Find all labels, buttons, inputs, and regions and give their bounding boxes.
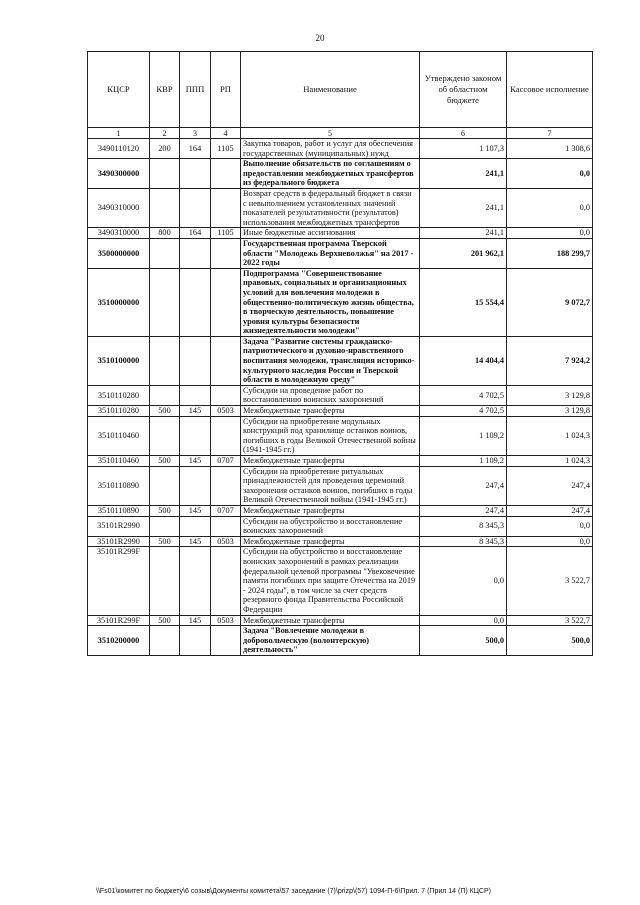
cell-rp: 1105: [211, 228, 241, 239]
table-row: [88, 139, 593, 159]
cell-kcsr: 3510100000: [88, 336, 150, 385]
cell-kcsr: 3510110280: [88, 385, 150, 405]
cell-rp: [211, 547, 241, 615]
cell-ppp: 145: [180, 406, 211, 417]
cell-ppp: [180, 626, 211, 656]
cell-kvr: [150, 416, 180, 455]
cell-kcsr: 3500000000: [88, 238, 150, 268]
cell-executed: 1 308,6: [507, 139, 593, 159]
table-row: [88, 536, 593, 547]
header-kcsr: КЦСР: [88, 52, 150, 128]
cell-approved: 1 107,3: [420, 139, 507, 159]
page-number: 20: [315, 33, 325, 43]
cell-kcsr: 3510200000: [88, 626, 150, 656]
cell-name: Иные бюджетные ассигнования: [241, 228, 420, 239]
table-row: [88, 228, 593, 239]
cell-name: Субсидии на обустройство и восстановление воинских захоронений: [241, 516, 420, 536]
cell-executed: 3 129,8: [507, 406, 593, 417]
cell-approved: 201 962,1: [420, 238, 507, 268]
cell-kvr: 500: [150, 456, 180, 467]
cell-executed: 3 522,7: [507, 547, 593, 615]
cell-name: Межбюджетные трансферты: [241, 505, 420, 516]
cell-name: Выполнение обязательств по соглашениям о предоставлении межбюджетных трансфертов из федерального бюджета: [241, 159, 420, 189]
cell-name: Межбюджетные трансферты: [241, 615, 420, 626]
cell-rp: 0707: [211, 505, 241, 516]
cell-executed: 9 072,7: [507, 268, 593, 336]
cell-rp: [211, 238, 241, 268]
cell-ppp: [180, 466, 211, 505]
cell-approved: 0,0: [420, 615, 507, 626]
cell-name: Задача "Вовлечение молодежи в добровольческую (волонтерскую) деятельность": [241, 626, 420, 656]
cell-ppp: [180, 188, 211, 227]
column-number: 6: [420, 128, 507, 139]
table-row: [88, 615, 593, 626]
cell-ppp: [180, 238, 211, 268]
cell-kcsr: 3490300000: [88, 159, 150, 189]
cell-kcsr: 35101R299F: [88, 547, 150, 615]
cell-executed: 7 924,2: [507, 336, 593, 385]
cell-rp: [211, 159, 241, 189]
table-row: [88, 336, 593, 385]
cell-name: Субсидии на проведение работ по восстановлению воинских захоронений: [241, 385, 420, 405]
cell-ppp: 145: [180, 615, 211, 626]
table-row: [88, 188, 593, 227]
cell-rp: [211, 626, 241, 656]
cell-approved: 4 702,5: [420, 385, 507, 405]
cell-executed: 0,0: [507, 228, 593, 239]
cell-rp: 1105: [211, 139, 241, 159]
cell-kvr: 800: [150, 228, 180, 239]
cell-kcsr: 3510110460: [88, 416, 150, 455]
cell-name: Задача "Развитие системы гражданско-патриотического и духовно-нравственного воспитания молодежи, трансляция историко-культурного наследия России и Тверской области в молодежную среду": [241, 336, 420, 385]
cell-ppp: [180, 385, 211, 405]
cell-name: Подпрограмма "Совершенствование правовых, социальных и организационных условий для вовлечения молодежи в общественно-политическую жизнь общества, в творческую деятельность, повышение уровня культуры безопасности жизнедеятельности молодежи": [241, 268, 420, 336]
cell-name: Государственная программа Тверской области "Молодежь Верхневолжья" на 2017 - 2022 годы: [241, 238, 420, 268]
cell-ppp: [180, 268, 211, 336]
cell-executed: 3 522,7: [507, 615, 593, 626]
cell-rp: 0707: [211, 456, 241, 467]
cell-rp: 0503: [211, 406, 241, 417]
cell-kvr: [150, 336, 180, 385]
cell-approved: 247,4: [420, 466, 507, 505]
column-number: 4: [211, 128, 241, 139]
table-row: [88, 505, 593, 516]
cell-rp: [211, 336, 241, 385]
cell-name: Межбюджетные трансферты: [241, 406, 420, 417]
cell-kvr: [150, 626, 180, 656]
cell-executed: 3 129,8: [507, 385, 593, 405]
column-number: 5: [241, 128, 420, 139]
cell-kvr: 500: [150, 615, 180, 626]
table-row: [88, 416, 593, 455]
cell-rp: 0503: [211, 536, 241, 547]
cell-kvr: [150, 159, 180, 189]
cell-kcsr: 3510110890: [88, 505, 150, 516]
cell-executed: 247,4: [507, 466, 593, 505]
cell-executed: 1 024,3: [507, 456, 593, 467]
table-row: [88, 516, 593, 536]
cell-executed: 247,4: [507, 505, 593, 516]
cell-approved: 8 345,3: [420, 536, 507, 547]
cell-kvr: [150, 385, 180, 405]
cell-ppp: 145: [180, 536, 211, 547]
cell-approved: 247,4: [420, 505, 507, 516]
header-executed: Кассовое исполнение: [507, 52, 593, 128]
cell-ppp: [180, 416, 211, 455]
cell-name: Субсидии на приобретение модульных конструкций под хранилище останков воинов, погибших в годы Великой Отечественной войны (1941-1945 гг.): [241, 416, 420, 455]
cell-executed: 0,0: [507, 188, 593, 227]
table-body: [88, 139, 593, 656]
cell-name: Субсидии на приобретение ритуальных принадлежностей для проведения церемоний захоронения останков воинов, погибших в годы Великой Отечественной войны (1941-1945 гг.): [241, 466, 420, 505]
cell-kvr: [150, 547, 180, 615]
cell-kcsr: 35101R2990: [88, 536, 150, 547]
table-row: [88, 268, 593, 336]
cell-rp: 0503: [211, 615, 241, 626]
cell-executed: 0,0: [507, 536, 593, 547]
cell-kvr: 500: [150, 505, 180, 516]
cell-rp: [211, 268, 241, 336]
cell-ppp: [180, 336, 211, 385]
cell-approved: 500,0: [420, 626, 507, 656]
cell-executed: 500,0: [507, 626, 593, 656]
cell-rp: [211, 416, 241, 455]
column-number: 1: [88, 128, 150, 139]
cell-kcsr: 3510110890: [88, 466, 150, 505]
cell-executed: 0,0: [507, 159, 593, 189]
cell-kvr: [150, 466, 180, 505]
cell-kcsr: 35101R299F: [88, 615, 150, 626]
cell-kcsr: 3490310000: [88, 228, 150, 239]
cell-kcsr: 3510000000: [88, 268, 150, 336]
cell-approved: 241,1: [420, 188, 507, 227]
cell-executed: 0,0: [507, 516, 593, 536]
cell-kvr: [150, 188, 180, 227]
cell-approved: 15 554,4: [420, 268, 507, 336]
cell-ppp: [180, 159, 211, 189]
cell-kvr: 500: [150, 406, 180, 417]
table-row: [88, 406, 593, 417]
cell-approved: 4 702,5: [420, 406, 507, 417]
cell-kcsr: 3490310000: [88, 188, 150, 227]
cell-approved: 0,0: [420, 547, 507, 615]
cell-rp: [211, 516, 241, 536]
cell-ppp: [180, 516, 211, 536]
column-number: 7: [507, 128, 593, 139]
cell-kvr: 200: [150, 139, 180, 159]
header-kvr: КВР: [150, 52, 180, 128]
header-rp: РП: [211, 52, 241, 128]
cell-name: Закупка товаров, работ и услуг для обеспечения государственных (муниципальных) нужд: [241, 139, 420, 159]
cell-kvr: [150, 268, 180, 336]
cell-rp: [211, 466, 241, 505]
table-row: [88, 626, 593, 656]
column-number: 2: [150, 128, 180, 139]
cell-approved: 1 109,2: [420, 416, 507, 455]
cell-approved: 14 404,4: [420, 336, 507, 385]
cell-approved: 8 345,3: [420, 516, 507, 536]
cell-ppp: 164: [180, 139, 211, 159]
header-name: Наименование: [241, 52, 420, 128]
cell-kcsr: 3510110280: [88, 406, 150, 417]
cell-rp: [211, 385, 241, 405]
cell-kcsr: 3490110120: [88, 139, 150, 159]
cell-executed: 188 299,7: [507, 238, 593, 268]
cell-kvr: [150, 238, 180, 268]
file-path-footer: \\Fs01\комитет по бюджету\6 созыв\Документы комитета\57 заседание (7)\prizp\(57) 1094-П-6\Прил. 7 (Прил 14 (П) КЦСР): [96, 888, 491, 895]
table-row: [88, 456, 593, 467]
cell-kvr: 500: [150, 536, 180, 547]
cell-ppp: 145: [180, 505, 211, 516]
cell-name: Возврат средств в федеральный бюджет в связи с невыполнением установленных значений показателей результативности (результатов) использования межбюджетных трансфертов: [241, 188, 420, 227]
cell-executed: 1 024,3: [507, 416, 593, 455]
cell-approved: 241,1: [420, 159, 507, 189]
column-number-row: [88, 128, 593, 139]
table-row: [88, 385, 593, 405]
table-row: [88, 466, 593, 505]
header-ppp: ППП: [180, 52, 211, 128]
cell-ppp: 164: [180, 228, 211, 239]
cell-ppp: 145: [180, 456, 211, 467]
table-row: [88, 238, 593, 268]
table-row: [88, 547, 593, 615]
cell-name: Межбюджетные трансферты: [241, 456, 420, 467]
cell-kcsr: 3510110460: [88, 456, 150, 467]
cell-rp: [211, 188, 241, 227]
cell-kvr: [150, 516, 180, 536]
cell-name: Межбюджетные трансферты: [241, 536, 420, 547]
cell-kcsr: 35101R2990: [88, 516, 150, 536]
cell-name: Субсидии на обустройство и восстановление воинских захоронений в рамках реализации федеральной целевой программы "Увековечение памяти погибших при защите Отечества на 2019 - 2024 годы", в том числе за счет средств резервного фонда Правительства Российской Федерации: [241, 547, 420, 615]
cell-approved: 241,1: [420, 228, 507, 239]
budget-execution-table: [87, 51, 593, 656]
header-approved: Утверждено законом об областном бюджете: [420, 52, 507, 128]
cell-ppp: [180, 547, 211, 615]
cell-approved: 1 109,2: [420, 456, 507, 467]
table-row: [88, 159, 593, 189]
column-number: 3: [180, 128, 211, 139]
